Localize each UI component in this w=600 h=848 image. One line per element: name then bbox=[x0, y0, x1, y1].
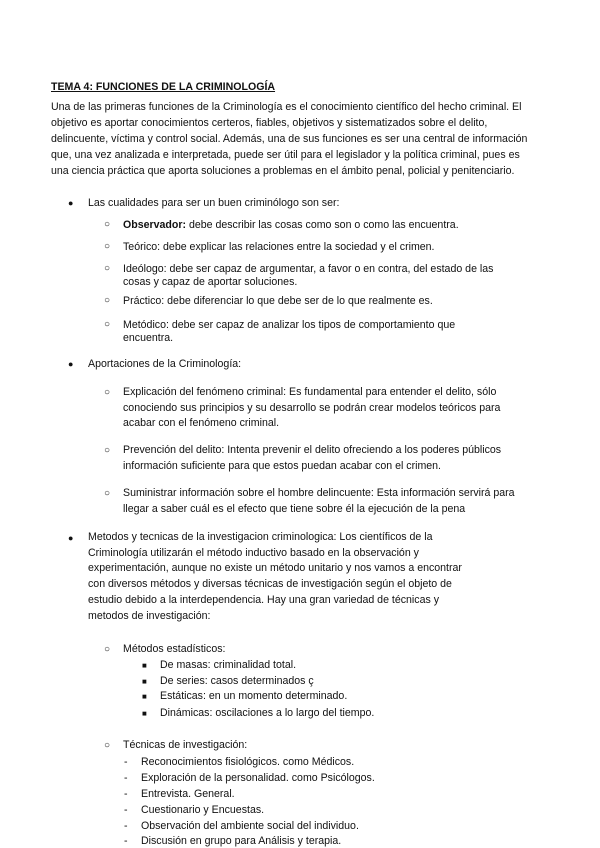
tecnica-item: Observación del ambiente social del individuo. bbox=[141, 820, 359, 832]
aportaciones-heading: Aportaciones de la Criminología: bbox=[88, 358, 242, 370]
tecnica-item: Reconocimientos fisiológicos. como Médicos. bbox=[141, 756, 355, 768]
square-bullet-icon: ■ bbox=[142, 661, 147, 670]
estadisticos-heading: Métodos estadísticos: bbox=[123, 643, 226, 655]
cualidad-text: debe ser capaz de analizar los tipos de comportamiento que encuentra. bbox=[123, 319, 456, 344]
square-bullet-icon: ■ bbox=[142, 692, 147, 701]
bullet-icon: ● bbox=[68, 359, 74, 369]
cualidad-item bbox=[123, 241, 503, 254]
tecnica-item: Cuestionario y Encuestas. bbox=[141, 804, 265, 816]
page-title: TEMA 4: FUNCIONES DE LA CRIMINOLOGÍA bbox=[51, 81, 276, 93]
cualidad-item bbox=[123, 295, 503, 308]
cualidad-item bbox=[123, 263, 518, 289]
estadistico-item: De masas: criminalidad total. bbox=[160, 659, 297, 671]
bullet-icon: ● bbox=[68, 533, 74, 543]
dash-marker: - bbox=[124, 756, 128, 768]
aportacion-item: Explicación del fenómeno criminal: Es fundamental para entender el delito, sólo conociendo sus principios y su desarrollo se podrán crear modelos teóricos para acabar con el fenómeno criminal. bbox=[123, 386, 501, 429]
tecnica-item: Entrevista. General. bbox=[141, 788, 235, 800]
cualidad-label: Metódico: bbox=[123, 319, 169, 331]
estadistico-item: Estáticas: en un momento determinado. bbox=[160, 690, 348, 702]
intro-paragraph: Una de las primeras funciones de la Criminología es el conocimiento científico del hecho criminal. El objetivo es aportar conocimientos certeros, fiables, objetivos y sistematizados sobre el delito, delincuente, víctima y control social. Además, una de sus funciones es ser una central de información que, una vez analizada e interpretada, puede ser útil para el legislador y la política criminal, pues es una ciencia práctica que aporta soluciones a problemas en el ámbito penal, policial y penitenciario. bbox=[51, 101, 528, 177]
dash-marker: - bbox=[124, 835, 128, 847]
cualidades-heading: Las cualidades para ser un buen criminólogo son ser: bbox=[88, 197, 340, 209]
cualidad-item bbox=[123, 219, 503, 232]
circle-bullet-icon: ○ bbox=[104, 295, 111, 306]
dash-marker: - bbox=[124, 772, 128, 784]
cualidad-label: Teórico: bbox=[123, 241, 161, 253]
cualidad-text: debe describir las cosas como son o como las encuentra. bbox=[186, 219, 459, 231]
estadistico-item: De series: casos determinados ç bbox=[160, 675, 314, 687]
tecnicas-heading: Técnicas de investigación: bbox=[123, 739, 248, 751]
cualidad-label: Observador: bbox=[123, 219, 186, 231]
circle-bullet-icon: ○ bbox=[104, 241, 111, 252]
dash-marker: - bbox=[124, 804, 128, 816]
square-bullet-icon: ■ bbox=[142, 709, 147, 718]
cualidad-item bbox=[123, 319, 493, 345]
circle-bullet-icon: ○ bbox=[104, 644, 111, 655]
estadistico-item: Dinámicas: oscilaciones a lo largo del tiempo. bbox=[160, 707, 375, 719]
cualidad-text: debe diferenciar lo que debe ser de lo que realmente es. bbox=[164, 295, 433, 307]
circle-bullet-icon: ○ bbox=[104, 488, 111, 499]
dash-marker: - bbox=[124, 820, 128, 832]
circle-bullet-icon: ○ bbox=[104, 263, 111, 274]
bullet-icon: ● bbox=[68, 198, 74, 208]
metodos-paragraph: Metodos y tecnicas de la investigacion criminologica: Los científicos de la Criminología utilizarán el método inductivo basado en la observación y experimentación, aunque no existe un método unitario y nos vamos a encontrar con diversos métodos y diversas técnicas de investigación según el objeto de estudio debido a la interdependencia. Hay una gran variedad de técnicas y metodos de investigación: bbox=[88, 531, 462, 622]
aportacion-item: Suministrar información sobre el hombre delincuente: Esta información servirá para llegar a saber cuál es el efecto que tiene sobre él la ejecución de la pena bbox=[123, 487, 515, 515]
cualidad-label: Ideólogo: bbox=[123, 263, 167, 275]
circle-bullet-icon: ○ bbox=[104, 445, 111, 456]
cualidad-text: debe explicar las relaciones entre la sociedad y el crimen. bbox=[160, 241, 435, 253]
tecnica-item: Discusión en grupo para Análisis y terapia. bbox=[141, 835, 342, 847]
circle-bullet-icon: ○ bbox=[104, 219, 111, 230]
dash-marker: - bbox=[124, 788, 128, 800]
circle-bullet-icon: ○ bbox=[104, 740, 111, 751]
aportacion-item: Prevención del delito: Intenta prevenir el delito ofreciendo a los poderes públicos información suficiente para que estos puedan acabar con el crimen. bbox=[123, 444, 502, 472]
cualidad-label: Práctico: bbox=[123, 295, 165, 307]
cualidad-text: debe ser capaz de argumentar, a favor o en contra, del estado de las cosas y capaz de aportar soluciones. bbox=[123, 263, 494, 288]
square-bullet-icon: ■ bbox=[142, 677, 147, 686]
tecnica-item: Exploración de la personalidad. como Psicólogos. bbox=[141, 772, 375, 784]
circle-bullet-icon: ○ bbox=[104, 387, 111, 398]
circle-bullet-icon: ○ bbox=[104, 319, 111, 330]
